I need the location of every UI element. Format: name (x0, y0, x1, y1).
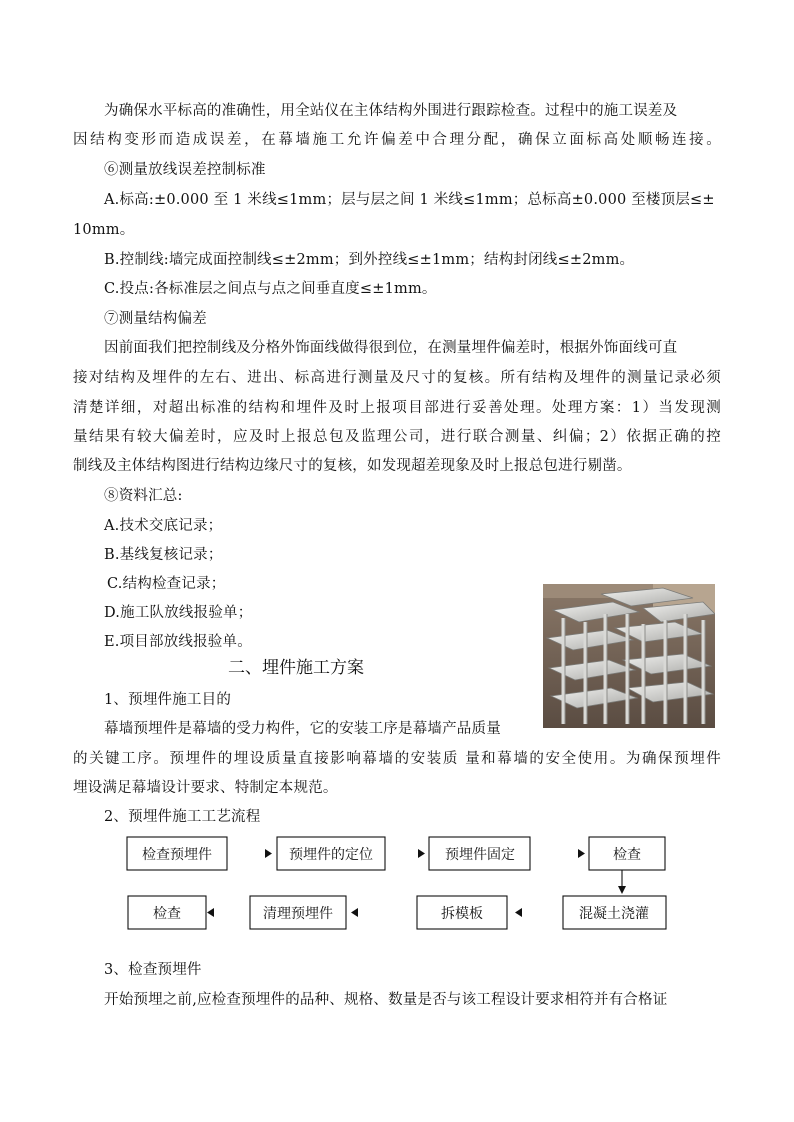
flow-box (128, 896, 206, 929)
flow-label: 预埋件固定 (445, 847, 515, 863)
paragraph-line: 清楚详细，对超出标准的结构和埋件及时上报项目部进行妥善处理。处理方案：1）当发现测 (73, 400, 721, 416)
list-item: A.技术交底记录； (104, 518, 223, 534)
section-heading-7: ⑦测量结构偏差 (104, 311, 207, 327)
flow-box (563, 896, 666, 929)
flow-box (250, 896, 346, 929)
flow-label: 拆模板 (441, 906, 483, 922)
flow-box (277, 837, 385, 870)
paragraph-line: 因前面我们把控制线及分格外饰面线做得很到位，在测量埋件偏差时，根据外饰面线可直 (104, 340, 678, 356)
arrow-left-icon (207, 908, 214, 917)
flow-label: 检查 (153, 906, 181, 922)
arrow-left-icon (515, 908, 522, 917)
flow-box (417, 896, 507, 929)
flow-label: 检查预埋件 (142, 847, 212, 863)
arrow-left-icon (351, 908, 358, 917)
subsection-heading-1: 1、预埋件施工目的 (104, 692, 232, 708)
flow-box (429, 837, 530, 870)
paragraph-line: 接对结构及埋件的左右、进出、标高进行测量及尺寸的复核。所有结构及埋件的测量记录必须 (73, 370, 721, 386)
list-item: C.结构检查记录； (107, 576, 226, 592)
paragraph-line: 制线及主体结构图进行结构边缘尺寸的复核，如发现超差现象及时上报总包进行剔凿。 (73, 458, 632, 474)
paragraph-line: 开始预埋之前,应检查预埋件的品种、规格、数量是否与该工程设计要求相符并有合格证 (104, 992, 668, 1008)
flow-box (589, 837, 665, 870)
list-item-a-cont: 10mm。 (73, 222, 135, 238)
section-title: 二、埋件施工方案 (228, 658, 364, 678)
subsection-heading-3: 3、检查预埋件 (104, 962, 202, 978)
paragraph-line: 的关键工序。预埋件的埋设质量直接影响幕墙的安装质 量和幕墙的安全使用。为确保预埋件 (73, 751, 721, 767)
paragraph-line: 为确保水平标高的准确性，用全站仪在主体结构外围进行跟踪检查。过程中的施工误差及 (104, 103, 678, 119)
flow-box (127, 837, 227, 870)
list-item-b: B.控制线:墙完成面控制线≤±2mm；到外控线≤±1mm；结构封闭线≤±2mm。 (104, 252, 635, 268)
subsection-heading-2: 2、预埋件施工工艺流程 (104, 809, 261, 825)
paragraph-line: 幕墙预埋件是幕墙的受力构件，它的安装工序是幕墙产品质量 (104, 721, 501, 737)
list-item: B.基线复核记录； (104, 547, 223, 563)
section-heading-8: ⑧资料汇总: (104, 488, 183, 504)
flow-label: 清理预埋件 (263, 906, 333, 922)
paragraph-line: 埋设满足幕墙设计要求、特制定本规范。 (73, 780, 338, 796)
flow-label: 预埋件的定位 (289, 847, 373, 863)
paragraph-line: 因结构变形而造成误差，在幕墙施工允许偏差中合理分配，确保立面标高处顺畅连接。 (73, 132, 721, 148)
arrow-right-icon (265, 849, 272, 858)
list-item-c: C.投点:各标准层之间点与点之间垂直度≤±1mm。 (104, 281, 437, 297)
section-heading-6: ⑥测量放线误差控制标准 (104, 162, 266, 178)
flow-label: 检查 (613, 847, 641, 863)
embedded-parts-photo (543, 584, 715, 728)
paragraph-line: 量结果有较大偏差时，应及时上报总包及监理公司，进行联合测量、纠偏；2）依据正确的控 (73, 429, 721, 445)
arrow-right-icon (578, 849, 585, 858)
arrow-right-icon (418, 849, 425, 858)
list-item-a: A.标高:±0.000 至 1 米线≤1mm；层与层之间 1 米线≤1mm；总标高±0.000 至楼顶层≤± (104, 192, 715, 208)
flow-label: 混凝土浇灌 (579, 906, 649, 922)
list-item: E.项目部放线报验单。 (104, 634, 252, 650)
arrow-down-icon (618, 886, 626, 894)
list-item: D.施工队放线报验单； (104, 605, 253, 621)
